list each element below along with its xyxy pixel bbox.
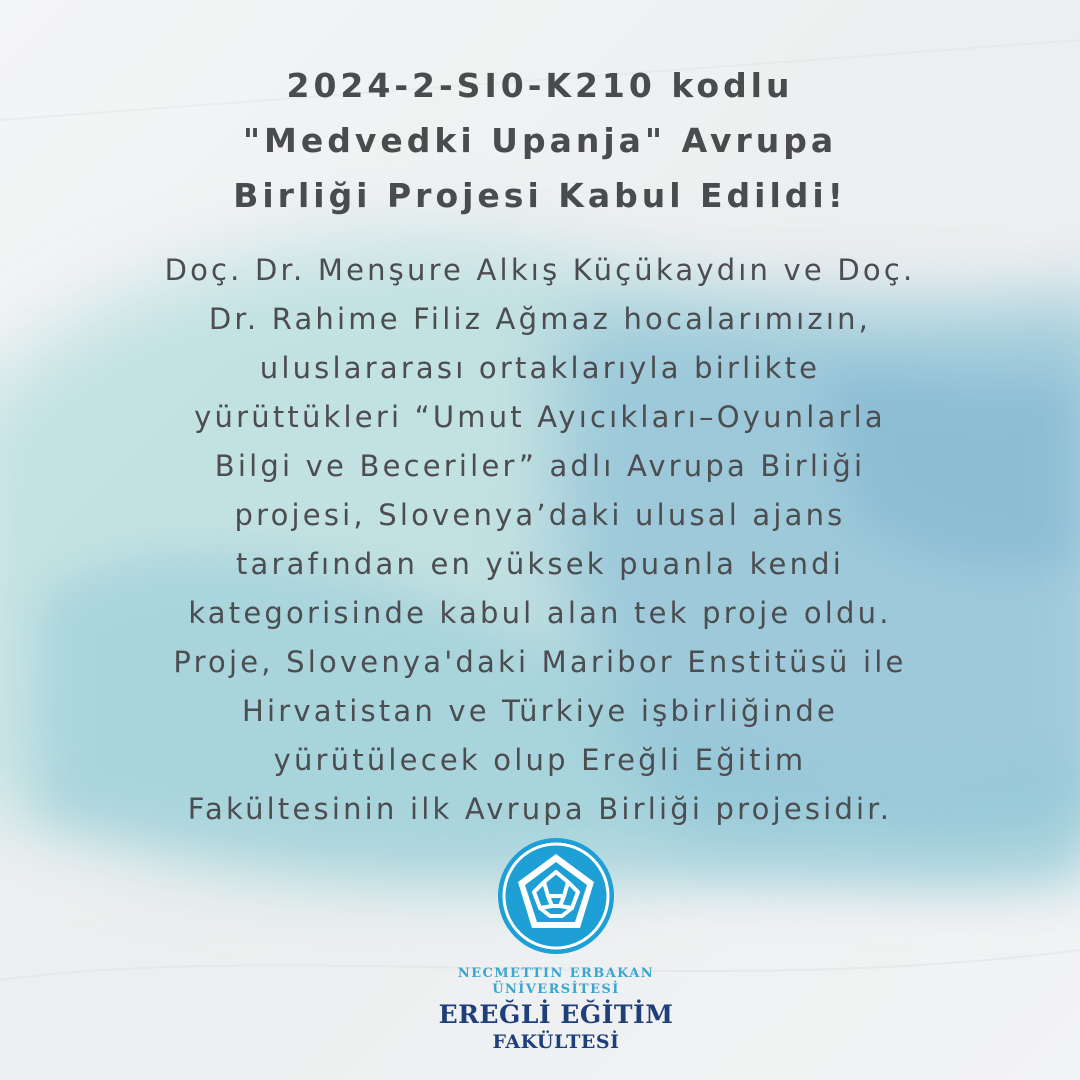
body-line: Hirvatistan ve Türkiye işbirliğinde xyxy=(241,694,839,728)
body-line: projesi, Slovenya’daki ulusal ajans xyxy=(234,498,846,532)
headline-line-3: Birliği Projesi Kabul Edildi! xyxy=(233,176,847,215)
faculty-wordmark xyxy=(400,966,712,1054)
body-line: yürüttükleri “Umut Ayıcıkları–Oyunlarla xyxy=(194,400,886,434)
headline-line-1: 2024-2-SI0-K210 kodlu xyxy=(286,66,794,105)
body-line: Dr. Rahime Filiz Ağmaz hocalarımızın, xyxy=(208,302,872,336)
body-line: Bilgi ve Beceriler” adlı Avrupa Birliği xyxy=(214,449,866,483)
logo-faculty-word: FAKÜLTESİ xyxy=(492,1031,620,1053)
body-line: Doç. Dr. Menşure Alkış Küçükaydın ve Doç. xyxy=(164,253,916,287)
body-line: Fakültesinin ilk Avrupa Birliği projesidir. xyxy=(187,792,893,826)
logo-university-word: ÜNİVERSİTESİ xyxy=(492,982,620,997)
body-line: Proje, Slovenya'daki Maribor Enstitüsü ile xyxy=(173,645,907,679)
body-line: tarafından en yüksek puanla kendi xyxy=(235,547,845,581)
body-line: kategorisinde kabul alan tek proje oldu. xyxy=(188,596,892,630)
body-line: yürütülecek olup Ereğli Eğitim xyxy=(273,743,807,777)
headline-line-2: "Medvedki Upanja" Avrupa xyxy=(242,121,838,160)
logo-faculty-name: EREĞLİ EĞİTİM xyxy=(438,1000,674,1029)
announcement-body xyxy=(0,246,1080,834)
headline xyxy=(0,58,1080,223)
body-line: uluslararası ortaklarıyla birlikte xyxy=(259,351,821,385)
logo-university-name: NECMETTIN ERBAKAN xyxy=(457,966,655,981)
university-seal-icon xyxy=(496,836,616,956)
